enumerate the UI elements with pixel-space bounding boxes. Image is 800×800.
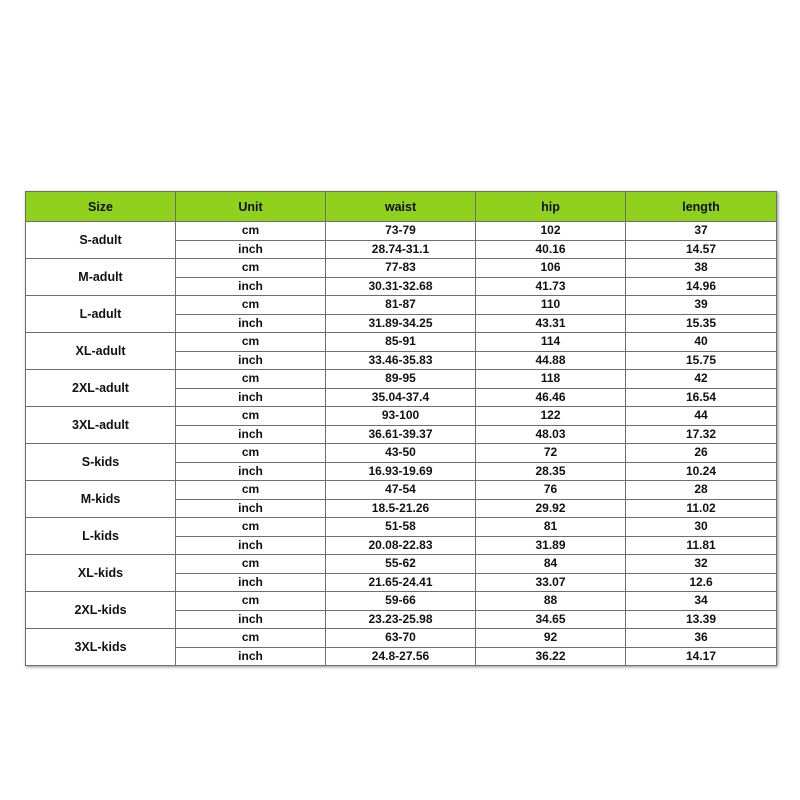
waist-inch-cell: 33.46-35.83 <box>326 351 476 370</box>
length-inch-cell: 11.81 <box>626 536 777 555</box>
hip-inch-cell: 29.92 <box>476 499 626 518</box>
hip-cm-cell: 106 <box>476 259 626 278</box>
hip-cm-cell: 92 <box>476 629 626 648</box>
unit-cm: cm <box>176 481 326 500</box>
table-row-cm <box>26 296 777 315</box>
table-row-cm <box>26 333 777 352</box>
unit-inch: inch <box>176 647 326 666</box>
waist-inch-cell: 31.89-34.25 <box>326 314 476 333</box>
length-cm-cell: 26 <box>626 444 777 463</box>
hip-inch-cell: 34.65 <box>476 610 626 629</box>
unit-cm: cm <box>176 296 326 315</box>
hip-cm-cell: 81 <box>476 518 626 537</box>
size-label: S-kids <box>26 444 176 481</box>
hip-cm-cell: 122 <box>476 407 626 426</box>
unit-cm: cm <box>176 407 326 426</box>
length-cm-cell: 36 <box>626 629 777 648</box>
length-cm-cell: 30 <box>626 518 777 537</box>
length-cm-cell: 39 <box>626 296 777 315</box>
length-inch-cell: 13.39 <box>626 610 777 629</box>
unit-inch: inch <box>176 462 326 481</box>
hip-cm-cell: 110 <box>476 296 626 315</box>
unit-cm: cm <box>176 259 326 278</box>
size-label: L-adult <box>26 296 176 333</box>
table-row-cm <box>26 370 777 389</box>
length-inch-cell: 14.96 <box>626 277 777 296</box>
hip-inch-cell: 36.22 <box>476 647 626 666</box>
unit-inch: inch <box>176 610 326 629</box>
unit-inch: inch <box>176 536 326 555</box>
hip-inch-cell: 40.16 <box>476 240 626 259</box>
table-row-cm <box>26 222 777 241</box>
waist-cm-cell: 43-50 <box>326 444 476 463</box>
waist-cm-cell: 59-66 <box>326 592 476 611</box>
size-label: S-adult <box>26 222 176 259</box>
size-label: L-kids <box>26 518 176 555</box>
table-row-cm <box>26 481 777 500</box>
unit-cm: cm <box>176 592 326 611</box>
unit-inch: inch <box>176 573 326 592</box>
unit-inch: inch <box>176 277 326 296</box>
size-label: 3XL-adult <box>26 407 176 444</box>
waist-cm-cell: 93-100 <box>326 407 476 426</box>
hip-inch-cell: 28.35 <box>476 462 626 481</box>
size-label: 3XL-kids <box>26 629 176 666</box>
unit-cm: cm <box>176 444 326 463</box>
unit-inch: inch <box>176 425 326 444</box>
hip-cm-cell: 118 <box>476 370 626 389</box>
table-row-cm <box>26 592 777 611</box>
length-inch-cell: 11.02 <box>626 499 777 518</box>
waist-cm-cell: 89-95 <box>326 370 476 389</box>
table-row-cm <box>26 518 777 537</box>
length-inch-cell: 15.35 <box>626 314 777 333</box>
hip-inch-cell: 33.07 <box>476 573 626 592</box>
length-inch-cell: 12.6 <box>626 573 777 592</box>
hip-inch-cell: 31.89 <box>476 536 626 555</box>
waist-cm-cell: 47-54 <box>326 481 476 500</box>
table-row-cm <box>26 444 777 463</box>
waist-inch-cell: 36.61-39.37 <box>326 425 476 444</box>
size-label: 2XL-adult <box>26 370 176 407</box>
table-body <box>26 222 777 666</box>
waist-inch-cell: 23.23-25.98 <box>326 610 476 629</box>
waist-inch-cell: 24.8-27.56 <box>326 647 476 666</box>
length-inch-cell: 17.32 <box>626 425 777 444</box>
waist-cm-cell: 55-62 <box>326 555 476 574</box>
unit-inch: inch <box>176 351 326 370</box>
length-cm-cell: 42 <box>626 370 777 389</box>
hip-cm-cell: 72 <box>476 444 626 463</box>
hip-cm-cell: 114 <box>476 333 626 352</box>
length-cm-cell: 37 <box>626 222 777 241</box>
waist-inch-cell: 18.5-21.26 <box>326 499 476 518</box>
unit-inch: inch <box>176 240 326 259</box>
length-cm-cell: 40 <box>626 333 777 352</box>
hip-cm-cell: 84 <box>476 555 626 574</box>
hip-inch-cell: 41.73 <box>476 277 626 296</box>
waist-inch-cell: 21.65-24.41 <box>326 573 476 592</box>
size-label: M-kids <box>26 481 176 518</box>
size-label: XL-adult <box>26 333 176 370</box>
waist-inch-cell: 30.31-32.68 <box>326 277 476 296</box>
unit-cm: cm <box>176 518 326 537</box>
length-cm-cell: 44 <box>626 407 777 426</box>
waist-cm-cell: 51-58 <box>326 518 476 537</box>
unit-inch: inch <box>176 388 326 407</box>
table-row-cm <box>26 629 777 648</box>
hip-cm-cell: 88 <box>476 592 626 611</box>
hip-inch-cell: 44.88 <box>476 351 626 370</box>
waist-cm-cell: 81-87 <box>326 296 476 315</box>
waist-cm-cell: 63-70 <box>326 629 476 648</box>
length-inch-cell: 14.17 <box>626 647 777 666</box>
header-length: length <box>626 192 777 222</box>
hip-inch-cell: 43.31 <box>476 314 626 333</box>
unit-cm: cm <box>176 555 326 574</box>
unit-cm: cm <box>176 370 326 389</box>
unit-cm: cm <box>176 629 326 648</box>
waist-inch-cell: 16.93-19.69 <box>326 462 476 481</box>
length-inch-cell: 14.57 <box>626 240 777 259</box>
waist-cm-cell: 85-91 <box>326 333 476 352</box>
hip-inch-cell: 48.03 <box>476 425 626 444</box>
size-label: 2XL-kids <box>26 592 176 629</box>
hip-cm-cell: 102 <box>476 222 626 241</box>
header-row <box>26 192 777 222</box>
waist-inch-cell: 20.08-22.83 <box>326 536 476 555</box>
length-inch-cell: 10.24 <box>626 462 777 481</box>
length-cm-cell: 34 <box>626 592 777 611</box>
header-hip: hip <box>476 192 626 222</box>
hip-inch-cell: 46.46 <box>476 388 626 407</box>
length-cm-cell: 38 <box>626 259 777 278</box>
size-chart-table <box>25 191 777 666</box>
unit-inch: inch <box>176 314 326 333</box>
length-inch-cell: 15.75 <box>626 351 777 370</box>
waist-cm-cell: 77-83 <box>326 259 476 278</box>
table-header <box>26 192 777 222</box>
waist-inch-cell: 28.74-31.1 <box>326 240 476 259</box>
size-label: XL-kids <box>26 555 176 592</box>
length-cm-cell: 32 <box>626 555 777 574</box>
unit-inch: inch <box>176 499 326 518</box>
unit-cm: cm <box>176 333 326 352</box>
header-waist: waist <box>326 192 476 222</box>
hip-cm-cell: 76 <box>476 481 626 500</box>
size-label: M-adult <box>26 259 176 296</box>
header-unit: Unit <box>176 192 326 222</box>
waist-inch-cell: 35.04-37.4 <box>326 388 476 407</box>
header-size: Size <box>26 192 176 222</box>
table-row-cm <box>26 555 777 574</box>
waist-cm-cell: 73-79 <box>326 222 476 241</box>
length-inch-cell: 16.54 <box>626 388 777 407</box>
unit-cm: cm <box>176 222 326 241</box>
table-row-cm <box>26 407 777 426</box>
length-cm-cell: 28 <box>626 481 777 500</box>
table-row-cm <box>26 259 777 278</box>
